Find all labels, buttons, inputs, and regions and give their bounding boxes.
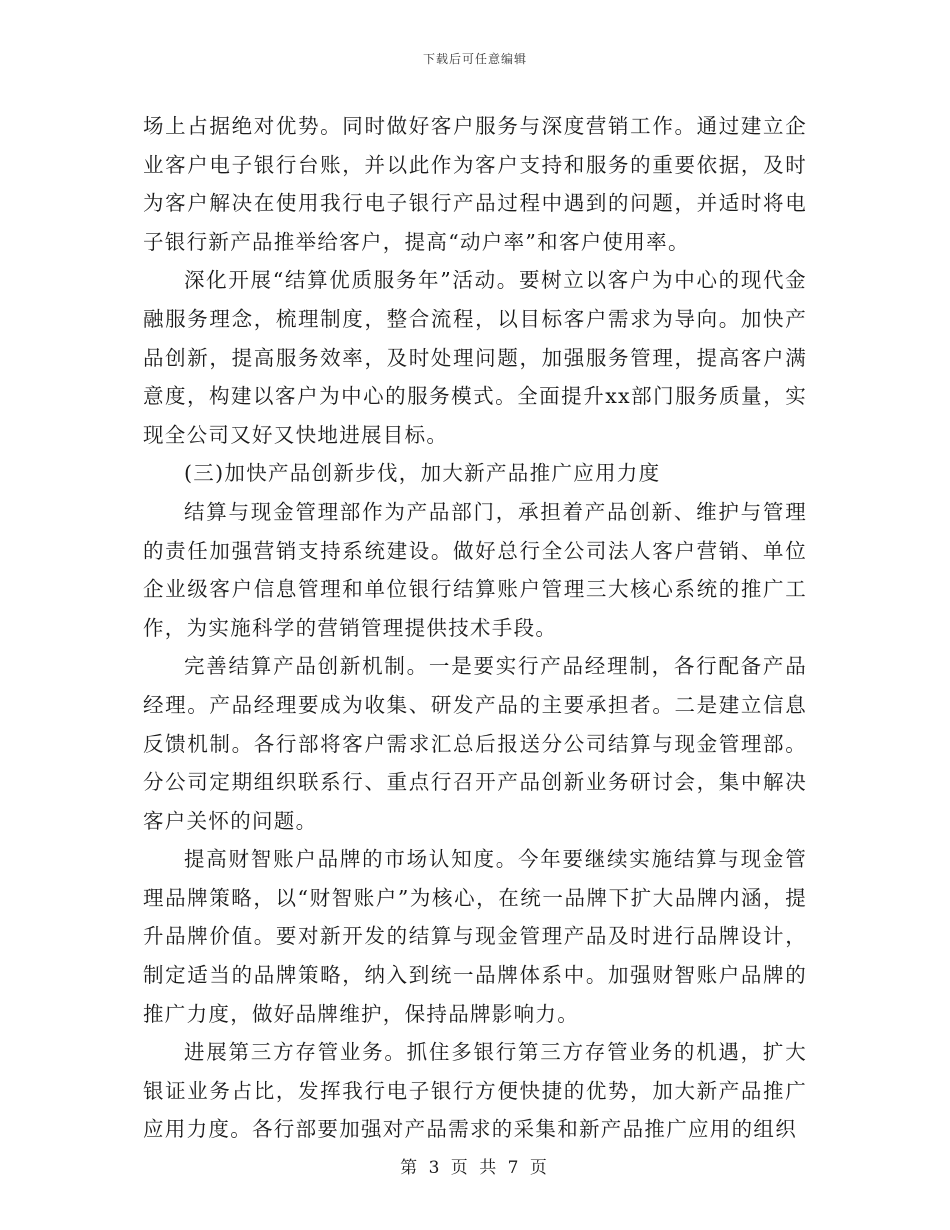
page-number: 第 3 页 共 7 页: [400, 1158, 550, 1178]
paragraph-innovation-mechanism: 完善结算产品创新机制。一是要实行产品经理制，各行配备产品经理。产品经理要成为收集、研发产品的主要承担者。二是建立信息反馈机制。各行部将客户需求汇总后报送分公司结算与现金管理部。分公司定期组织联系行、重点行召开产品创新业务研讨会，集中解决客户关怀的问题。: [143, 654, 807, 833]
paragraph-product-department: 结算与现金管理部作为产品部门，承担着产品创新、维护与管理的责任加强营销支持系统建设。做好总行全公司法人客户营销、单位企业级客户信息管理和单位银行结算账户管理三大核心系统的推广工作，为实施科学的营销管理提供技术手段。: [143, 499, 807, 640]
section-heading: (三)加快产品创新步伐，加大新产品推广应用力度: [184, 461, 661, 486]
paragraph-third-party-custody: 进展第三方存管业务。抓住多银行第三方存管业务的机遇，扩大银证业务占比，发挥我行电子银行方便快捷的优势，加大新产品推广应用力度。各行部要加强对产品需求的采集和新产品推广应用的组织: [143, 1040, 807, 1142]
page-header: 下载后可任意编辑: [422, 52, 527, 66]
paragraph-continuation: 场上占据绝对优势。同时做好客户服务与深度营销工作。通过建立企业客户电子银行台账，并以此作为客户支持和服务的重要依据，及时为客户解决在使用我行电子银行产品过程中遇到的问题，并适时将电子银行新产品推举给客户，提高“动户率”和客户使用率。: [143, 114, 807, 254]
document-body: [143, 107, 807, 1149]
paragraph-brand-awareness: 提高财智账户品牌的市场认知度。今年要继续实施结算与现金管理品牌策略，以“财智账户”为核心，在统一品牌下扩大品牌内涵，提升品牌价值。要对新开发的结算与现金管理产品及时进行品牌设计，制定适当的品牌策略，纳入到统一品牌体系中。加强财智账户品牌的推广力度，做好品牌维护，保持品牌影响力。: [143, 847, 807, 1026]
paragraph-service-year: 深化开展“结算优质服务年”活动。要树立以客户为中心的现代金融服务理念，梳理制度，整合流程，以目标客户需求为导向。加快产品创新，提高服务效率，及时处理问题，加强服务管理，提高客户满意度，构建以客户为中心的服务模式。全面提升xx部门服务质量，实现全公司又好又快地进展目标。: [143, 268, 807, 447]
